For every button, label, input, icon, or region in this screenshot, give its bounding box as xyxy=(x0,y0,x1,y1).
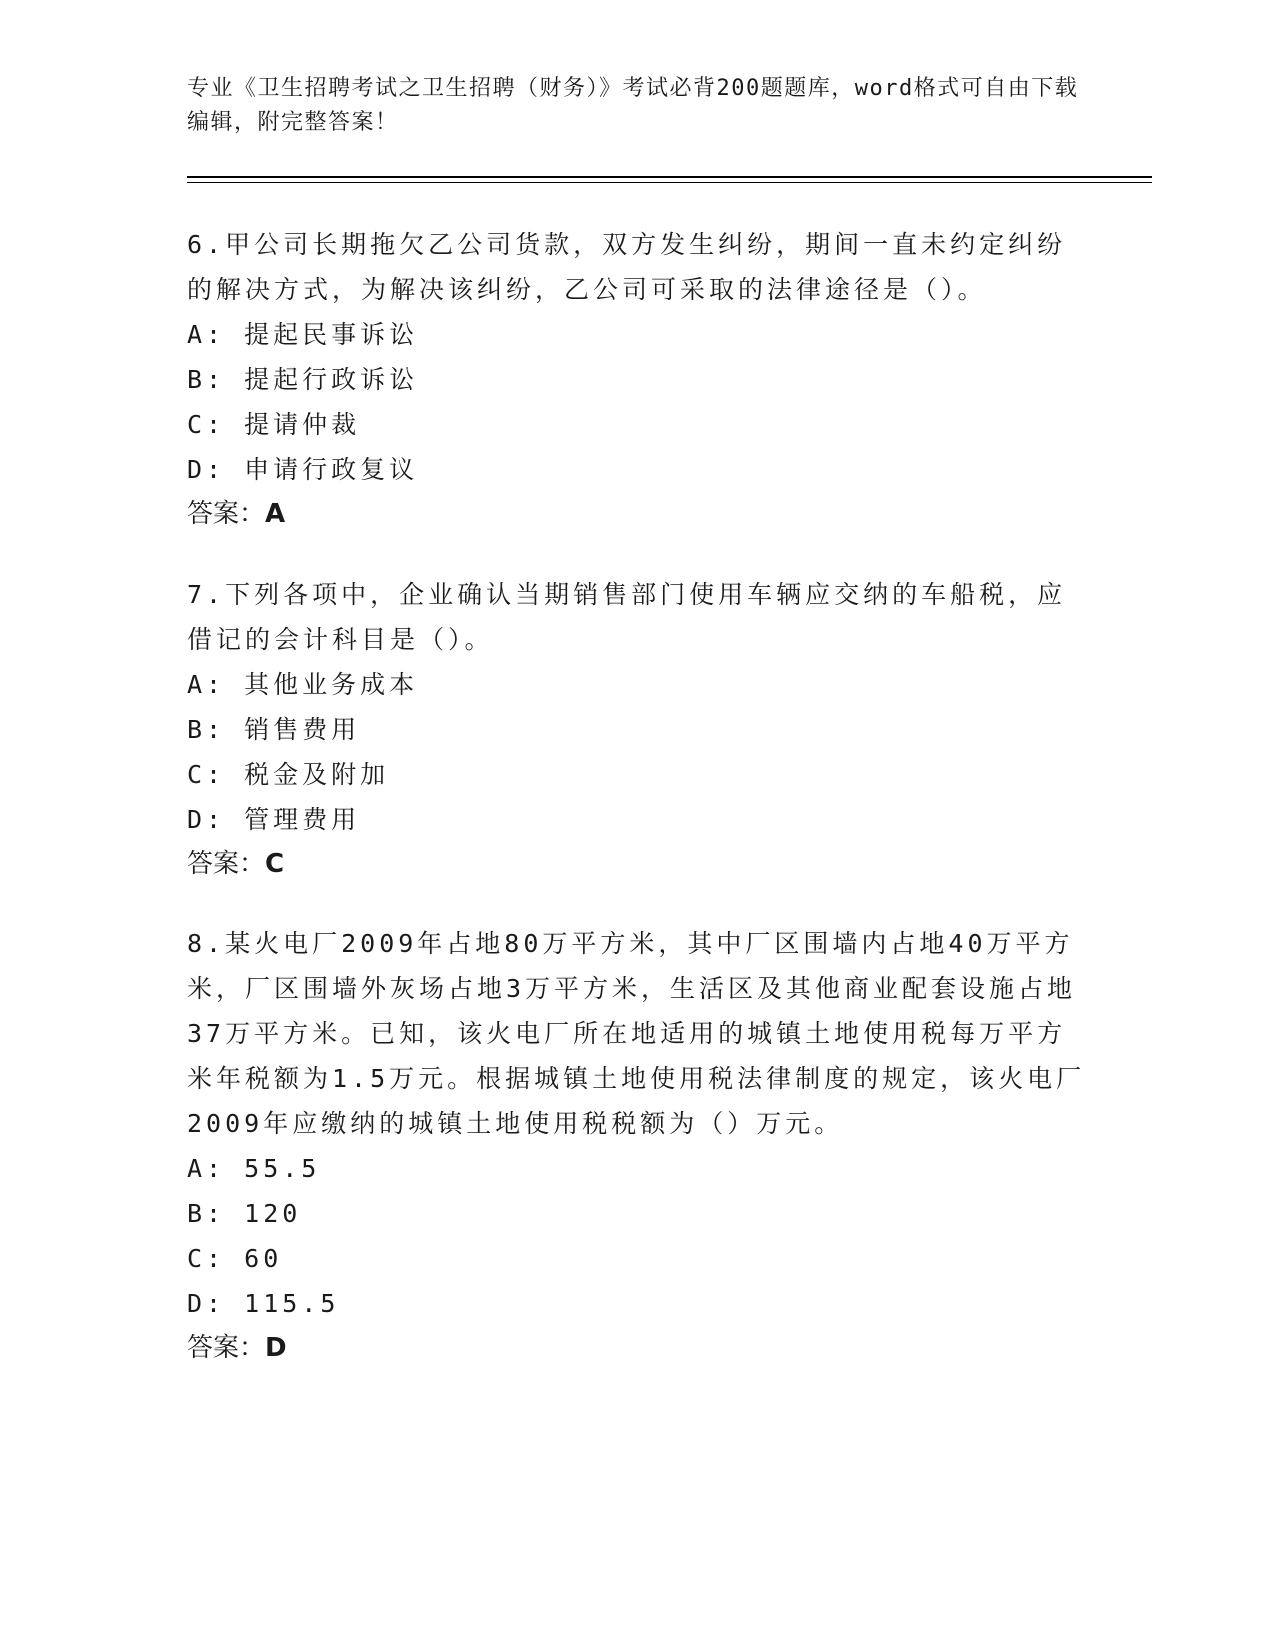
answer-value: C xyxy=(265,849,285,879)
question-6 xyxy=(187,222,1087,537)
header-divider-thin xyxy=(187,182,1152,183)
answer-label: 答案： xyxy=(187,849,266,879)
option-a: A: 55.5 xyxy=(187,1154,321,1183)
option-c: C: 提请仲裁 xyxy=(187,410,361,439)
option-c: C: 60 xyxy=(187,1244,283,1273)
document-header: 专业《卫生招聘考试之卫生招聘（财务）》考试必背200题题库，word格式可自由下载编辑，附完整答案！ xyxy=(187,76,1079,135)
question-7 xyxy=(187,572,1087,887)
question-stem: 6.甲公司长期拖欠乙公司货款，双方发生纠纷，期间一直未约定纠纷的解决方式，为解决该纠纷，乙公司可采取的法律途径是（）。 xyxy=(187,230,1067,304)
answer-label: 答案： xyxy=(187,499,266,529)
option-b: B: 销售费用 xyxy=(187,715,361,744)
header-divider-thick xyxy=(187,176,1152,178)
answer-line xyxy=(187,842,1087,887)
option-a: A: 其他业务成本 xyxy=(187,670,419,699)
option-d: D: 申请行政复议 xyxy=(187,455,419,484)
answer-value: A xyxy=(265,499,286,529)
question-8 xyxy=(187,921,1087,1371)
option-a: A: 提起民事诉讼 xyxy=(187,320,419,349)
answer-line xyxy=(187,1326,1087,1371)
answer-line xyxy=(187,492,1087,537)
answer-value: D xyxy=(265,1333,287,1363)
option-b: B: 120 xyxy=(187,1199,302,1228)
question-stem: 7.下列各项中，企业确认当期销售部门使用车辆应交纳的车船税，应借记的会计科目是（）。 xyxy=(187,580,1067,654)
option-b: B: 提起行政诉讼 xyxy=(187,365,419,394)
answer-label: 答案： xyxy=(187,1333,266,1363)
option-c: C: 税金及附加 xyxy=(187,760,390,789)
option-d: D: 管理费用 xyxy=(187,805,361,834)
question-stem: 8.某火电厂2009年占地80万平方米，其中厂区围墙内占地40万平方米，厂区围墙外灰场占地3万平方米，生活区及其他商业配套设施占地37万平方米。已知，该火电厂所在地适用的城镇土地使用税每万平方米年税额为1.5万元。根据城镇土地使用税法律制度的规定，该火电厂2009年应缴纳的城镇土地使用税税额为（）万元。 xyxy=(187,929,1086,1138)
option-d: D: 115.5 xyxy=(187,1289,340,1318)
